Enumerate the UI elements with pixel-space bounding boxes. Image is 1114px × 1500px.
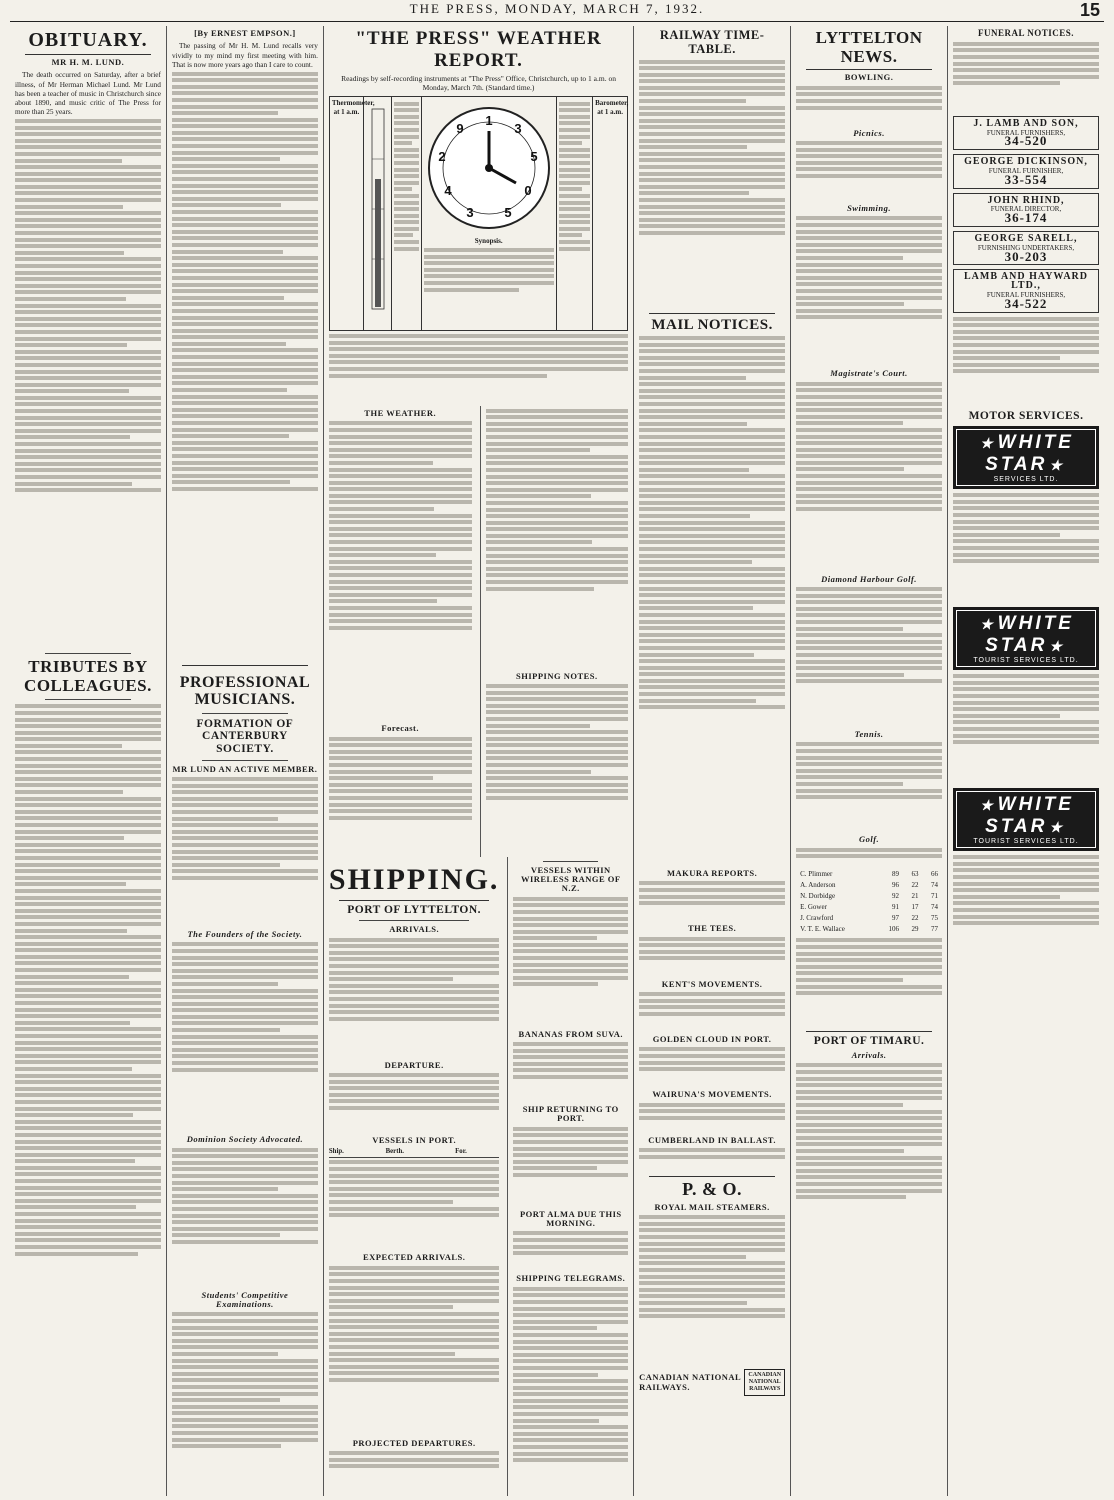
weather-left: [329, 406, 472, 857]
port-alma-heading: PORT ALMA DUE THIS MORNING.: [519, 1208, 622, 1229]
railway-heading: RAILWAY TIME-TABLE.: [659, 28, 765, 56]
weather-dial: [424, 99, 554, 233]
musicians-subheading: FORMATION OF CANTERBURY SOCIETY.: [196, 717, 294, 756]
funeral-ad-3: JOHN RHIND, FUNERAL DIRECTOR, 36-174: [953, 193, 1099, 227]
golf-scores-table: [796, 868, 942, 936]
synopsis-label: Synopsis.: [474, 237, 503, 245]
tees-heading: THE TEES.: [687, 923, 737, 934]
white-star-logo-2: ★ WHITE STAR ★ TOURIST SERVICES LTD.: [953, 607, 1099, 670]
star-icon: ★: [980, 616, 996, 633]
makura-heading: MAKURA REPORTS.: [666, 868, 758, 878]
column-lyttelton: [791, 26, 948, 1496]
telegrams-heading: SHIPPING TELEGRAMS.: [516, 1273, 626, 1284]
svg-text:1: 1: [485, 113, 493, 128]
thermometer-label: Thermometer, at 1 a.m.: [330, 97, 364, 330]
departure-heading: DEPARTURE.: [384, 1059, 444, 1070]
table-row: E. Gower 91 17 74: [800, 902, 939, 911]
svg-text:0: 0: [524, 183, 532, 198]
funeral-heading: FUNERAL NOTICES.: [977, 28, 1075, 38]
star-icon: ★: [1049, 819, 1065, 836]
mail-heading: MAIL NOTICES.: [651, 316, 773, 333]
columns: [10, 26, 1104, 1496]
weather-chart: [329, 96, 628, 331]
tributes-heading: TRIBUTES BY COLLEAGUES.: [24, 656, 152, 695]
po-subheading: ROYAL MAIL STEAMERS.: [654, 1201, 770, 1212]
golden-cloud-heading: GOLDEN CLOUD IN PORT.: [652, 1034, 772, 1045]
funeral-ad-4: GEORGE SARELL, FURNISHING UNDERTAKERS, 30-203: [953, 231, 1099, 265]
page-number: 15: [1079, 0, 1100, 20]
wireless-heading: VESSELS WITHIN WIRELESS RANGE OF N.Z.: [520, 864, 621, 894]
diamond-heading: Diamond Harbour Golf.: [821, 573, 917, 584]
musicians-body-1: [172, 777, 318, 927]
shipping-notes-heading: SHIPPING NOTES.: [515, 670, 598, 681]
svg-text:3: 3: [514, 121, 522, 136]
column-empson: [167, 26, 324, 1496]
dominion-heading: Dominion Society Advocated.: [186, 1134, 304, 1145]
white-star-logo-1: ★ WHITE STAR ★ SERVICES LTD.: [953, 426, 1099, 489]
star-icon: ★: [1049, 638, 1065, 655]
empson-body: [172, 72, 318, 662]
funeral-ad-1: J. LAMB AND SON, FUNERAL FURNISHERS, 34-520: [953, 116, 1099, 150]
svg-text:4: 4: [444, 183, 452, 198]
star-icon: ★: [980, 435, 996, 452]
column-weather-shipping: [324, 26, 634, 1496]
timaru-arrivals: Arrivals.: [851, 1050, 887, 1061]
column-notices: [948, 26, 1104, 1496]
thermometer-graph: [364, 97, 392, 330]
shipping-left: [329, 857, 500, 1496]
musicians-heading: PROFESSIONAL MUSICIANS.: [179, 673, 311, 709]
obituary-body: [15, 119, 161, 649]
dial-area: [422, 97, 557, 330]
canadian-block: [639, 1369, 785, 1396]
svg-text:2: 2: [438, 149, 446, 164]
column-obituary: [10, 26, 167, 1496]
musicians-subheading-2: MR LUND AN ACTIVE MEMBER.: [172, 763, 318, 774]
projected-heading: PROJECTED DEPARTURES.: [352, 1437, 476, 1448]
bowling-heading: BOWLING.: [844, 72, 894, 83]
obituary-lead: The death occurred on Saturday, after a brief illness, of Mr Herman Michael Lund. Mr Lund has been a teacher of music in Christchurch since about 1890, and music critic of The Press for more than 25 years.: [15, 70, 161, 117]
lyttelton-heading: LYTTELTON NEWS.: [815, 28, 923, 66]
timaru-heading: PORT OF TIMARU.: [813, 1035, 925, 1048]
moon-phases: [392, 97, 422, 330]
masthead: [10, 0, 1104, 22]
students-heading: Students' Competitive Examinations.: [201, 1289, 289, 1310]
returning-heading: SHIP RETURNING TO PORT.: [522, 1104, 619, 1124]
shipping-banner: SHIPPING.: [328, 862, 500, 896]
musicians-body-3: [172, 1148, 318, 1288]
table-row: N. Dorbidge 92 21 71: [800, 891, 939, 900]
svg-text:9: 9: [456, 121, 464, 136]
column-railway-mail: [634, 26, 791, 1496]
weather-column-heading: THE WEATHER.: [364, 408, 437, 418]
golf-heading: Golf.: [858, 834, 880, 845]
svg-text:5: 5: [530, 149, 538, 164]
port-lyttelton: PORT OF LYTTELTON.: [347, 903, 482, 916]
po-heading: P. & O.: [682, 1179, 743, 1200]
vessels-heading: VESSELS IN PORT.: [372, 1135, 457, 1146]
kent-heading: KENT'S MOVEMENTS.: [661, 978, 763, 989]
vessels-table: Ship. Berth. For.: [329, 1148, 500, 1158]
weather-sub: Readings by self-recording instruments at "The Press" Office, Christchurch, up to 1 a.m. on Monday, March 7th. (Standard time.): [341, 74, 616, 92]
swimming-heading: Swimming.: [847, 203, 892, 214]
funeral-ad-5: LAMB AND HAYWARD LTD., FUNERAL FURNISHERS, 34-522: [953, 269, 1099, 312]
empson-lead: The passing of Mr H. M. Lund recalls very vividly to my mind my first meeting with him. That is now more years ago than I care to count.: [171, 41, 318, 69]
cnr-logo-icon: CANADIAN NATIONAL RAILWAYS: [744, 1369, 785, 1396]
musicians-body-4: [172, 1312, 318, 1496]
table-row: V. T. E. Wallace 106 29 77: [800, 924, 939, 933]
table-row: J. Crawford 97 22 75: [800, 913, 939, 922]
byline: [By ERNEST EMPSON.]: [194, 28, 296, 38]
funeral-ad-2: GEORGE DICKINSON, FUNERAL FURNISHER, 33-554: [953, 154, 1099, 188]
bananas-heading: BANANAS FROM SUVA.: [518, 1028, 624, 1039]
table-row: A. Anderson 96 22 74: [800, 880, 939, 889]
shipping-right: [507, 857, 628, 1496]
svg-text:5: 5: [504, 205, 512, 220]
shipping-notes-top: [480, 406, 629, 857]
tributes-body: [15, 704, 161, 1484]
wairuna-heading: WAIRUNA'S MOVEMENTS.: [652, 1089, 772, 1100]
musicians-body-2: [172, 942, 318, 1132]
weather-title: "THE PRESS" WEATHER REPORT.: [355, 28, 602, 71]
obituary-subheading: MR H. M. LUND.: [51, 57, 125, 67]
white-star-logo-3: ★ WHITE STAR ★ TOURIST SERVICES LTD.: [953, 788, 1099, 851]
cumberland-heading: CUMBERLAND IN BALLAST.: [648, 1134, 776, 1145]
founders-heading: The Founders of the Society.: [187, 929, 303, 939]
barometer-label: Barometer, at 1 a.m.: [595, 99, 629, 116]
picnics-heading: Picnics.: [853, 127, 885, 138]
masthead-title: THE PRESS, MONDAY, MARCH 7, 1932.: [409, 1, 705, 16]
table-row: C. Plimmer 89 63 66: [800, 869, 939, 878]
star-icon: ★: [1049, 457, 1065, 474]
arrivals-heading: ARRIVALS.: [389, 924, 440, 935]
svg-text:3: 3: [466, 205, 474, 220]
magistrate-heading: Magistrate's Court.: [830, 368, 908, 379]
motor-heading: MOTOR SERVICES.: [968, 409, 1084, 422]
tennis-heading: Tennis.: [854, 729, 884, 740]
canadian-heading: CANADIAN NATIONAL RAILWAYS.: [639, 1372, 741, 1392]
sun-moon-times: [557, 97, 593, 330]
star-icon: ★: [980, 797, 996, 814]
weather-readings: [329, 334, 628, 406]
obituary-heading: OBITUARY.: [28, 29, 148, 51]
forecast-heading: Forecast.: [381, 723, 420, 734]
expected-heading: EXPECTED ARRIVALS.: [362, 1252, 466, 1263]
